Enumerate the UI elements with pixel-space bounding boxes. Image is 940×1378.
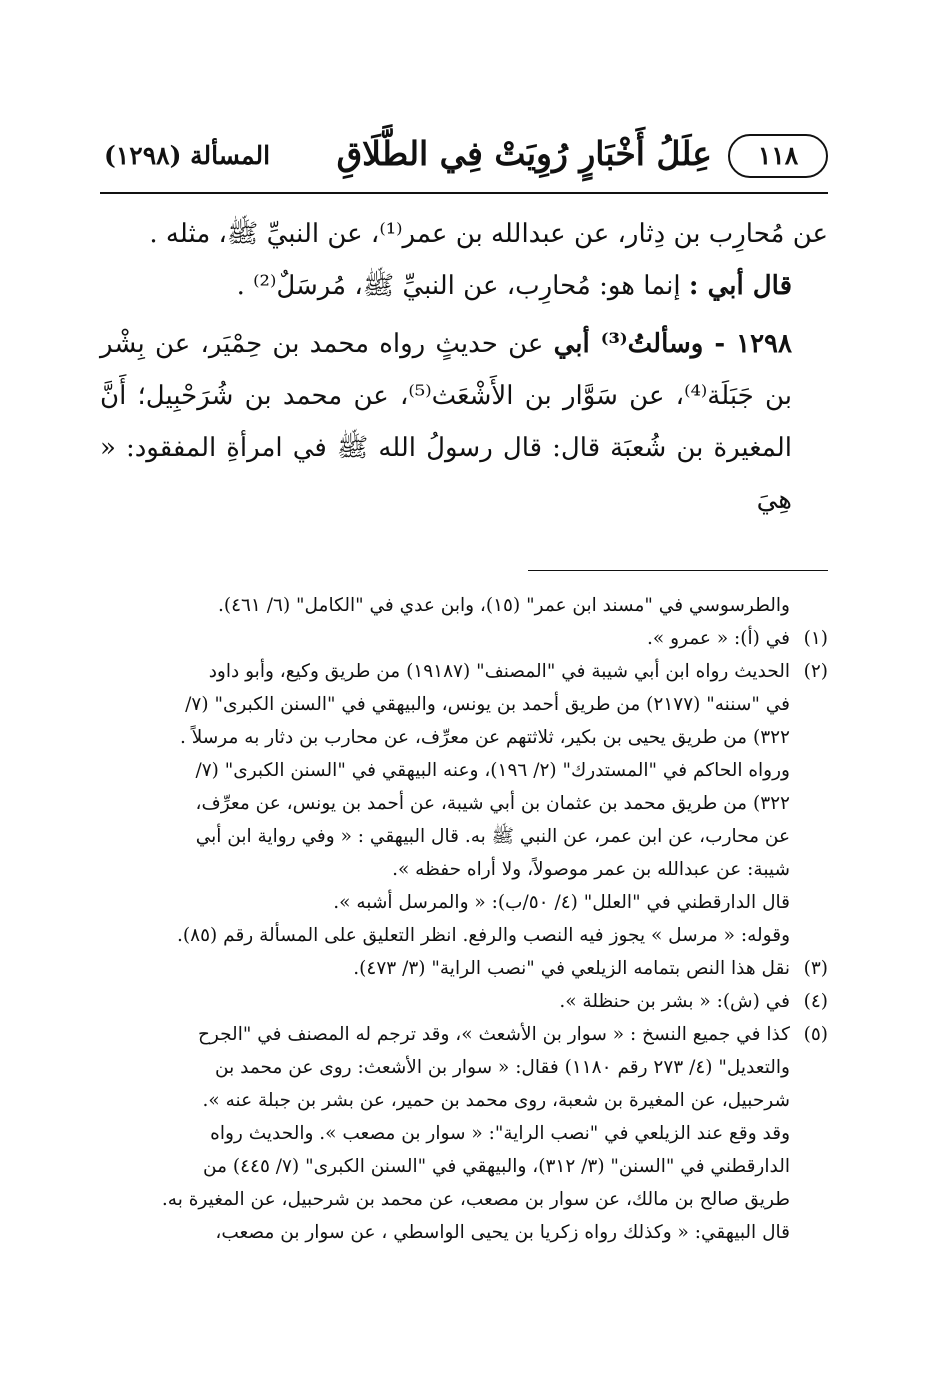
footnote-line: شيبة: عن عبدالله بن عمر موصولاً، ولا أراه حفظه ». [392,859,790,880]
footnote-line: والتعديل" (٤/ ٢٧٣ رقم ١١٨٠) فقال: « سوار بن الأشعث: روى عن محمد بن [215,1057,790,1078]
footnote-number: (٥) [803,1024,828,1045]
page-header [100,120,828,194]
footnote-number: (١) [803,628,828,649]
footnote-line: ٣٢٢) من طريق يحيى بن بكير، ثلاثتهم عن معرِّف، عن محارب بن دثار به مرسلاً . [179,727,790,748]
footnote-line: نقل هذا النص بتمامه الزيلعي في "نصب الراية" (٣/ ٤٧٣). [353,958,790,979]
qa-speaker: قال أبي : [688,271,792,301]
main-line-1: عن مُحارِب بن دِثار، عن عبدالله بن عمر⁽¹⁾، عن النبيِّ ﷺ، مثله . [149,219,828,249]
entry-paragraph [100,318,828,526]
page-number: ١١٨ [728,134,828,178]
footnote-line: ورواه الحاكم في "المستدرك" (٢/ ١٩٦)، وعنه البيهقي في "السنن الكبرى" (٧/ [195,760,790,781]
footnote-line: وقد وقع عند الزيلعي في "نصب الراية": « سوار بن مصعب ». والحديث رواه [210,1123,790,1144]
footnote-line: شرحبيل، عن المغيرة بن شعبة، روى محمد بن حمير، عن بشر بن جبلة عنه ». [202,1090,790,1111]
footnote-line: طريق صالح بن مالك، عن سوار بن مصعب، عن محمد بن شرحبيل، عن المغيرة به. [161,1189,790,1210]
footnote-line: عن محارب، عن ابن عمر، عن النبي ﷺ به. قال البيهقي : « وفي رواية ابن أبي [195,826,790,847]
footnote-line: قال الدارقطني في "العلل" (٤/ ٥٠/ب): « والمرسل أشبه ». [333,892,790,913]
footnote-number: (٤) [803,991,828,1012]
footnote-line: قال البيهقي: « وكذلك رواه زكريا بن يحيى الواسطي ، عن سوار بن مصعب، [215,1222,790,1243]
masala-label: المسألة (١٢٩٨) [104,141,271,170]
footnote-line: ٣٢٢) من طريق محمد بن عثمان بن أبي شيبة، عن أحمد بن يونس، عن معرِّف، [195,793,790,814]
footnote-5 [100,1018,828,1249]
entry-text: عن حديثٍ رواه محمد بن حِمْيَر، عن بِشْر بن جَبَلَة⁽⁴⁾، عن سَوَّار بن الأَشْعَث⁽⁵⁾، عن محمد بن شُرَحْبِيل؛ أَنَّ المغيرة بن شُعبَة قال: قال رسولُ الله ﷺ في امرأةِ المفقود: « هِيَ [100,329,792,515]
page [100,120,828,1249]
footnote-number: (٢) [803,661,828,682]
footnote-4 [100,985,828,1018]
qa-text: إنما هو: مُحارِب، عن النبيِّ ﷺ، مُرسَلٌ⁽²⁾ . [236,271,689,301]
footnotes [100,589,828,1249]
footnote-line: في "سننه" (٢١٧٧) من طريق أحمد بن يونس، والبيهقي في "السنن الكبرى" (٧/ [185,694,790,715]
footnote-line: كذا في جميع النسخ : « سوار بن الأشعث »، وقد ترجم له المصنف في "الجرح [197,1024,790,1045]
footnote-3 [100,952,828,985]
book-title: عِلَلُ أَخْبَارٍ رُوِيَتْ فِي الطَّلَاقِ [336,134,712,173]
footnote-continuation: والطرسوسي في "مسند ابن عمر" (١٥)، وابن عدي في "الكامل" (٦/ ٤٦١). [217,595,790,616]
footnote-line: في (أ): « عمرو ». [647,628,790,649]
main-text [100,208,828,526]
footnote-line: في (ش): « بشر بن حنظلة ». [559,991,790,1012]
footnote-line: الدارقطني في "السنن" (٣/ ٣١٢)، والبيهقي في "السنن الكبرى" (٧/ ٤٤٥) من [203,1156,790,1177]
footnote-2 [100,655,828,952]
footnote-1 [100,622,828,655]
footnote-separator [528,570,828,571]
footnote-line: الحديث رواه ابن أبي شيبة في "المصنف" (١٩١٨٧) من طريق وكيع، وأبو داود [208,661,790,682]
footnote-number: (٣) [803,958,828,979]
footnote-line: وقوله: « مرسل » يجوز فيه النصب والرفع. انظر التعليق على المسألة رقم (٨٥). [177,925,790,946]
entry-head: ١٢٩٨ - وسألتُ⁽³⁾ أبي [553,329,792,359]
qa-paragraph [100,260,828,312]
